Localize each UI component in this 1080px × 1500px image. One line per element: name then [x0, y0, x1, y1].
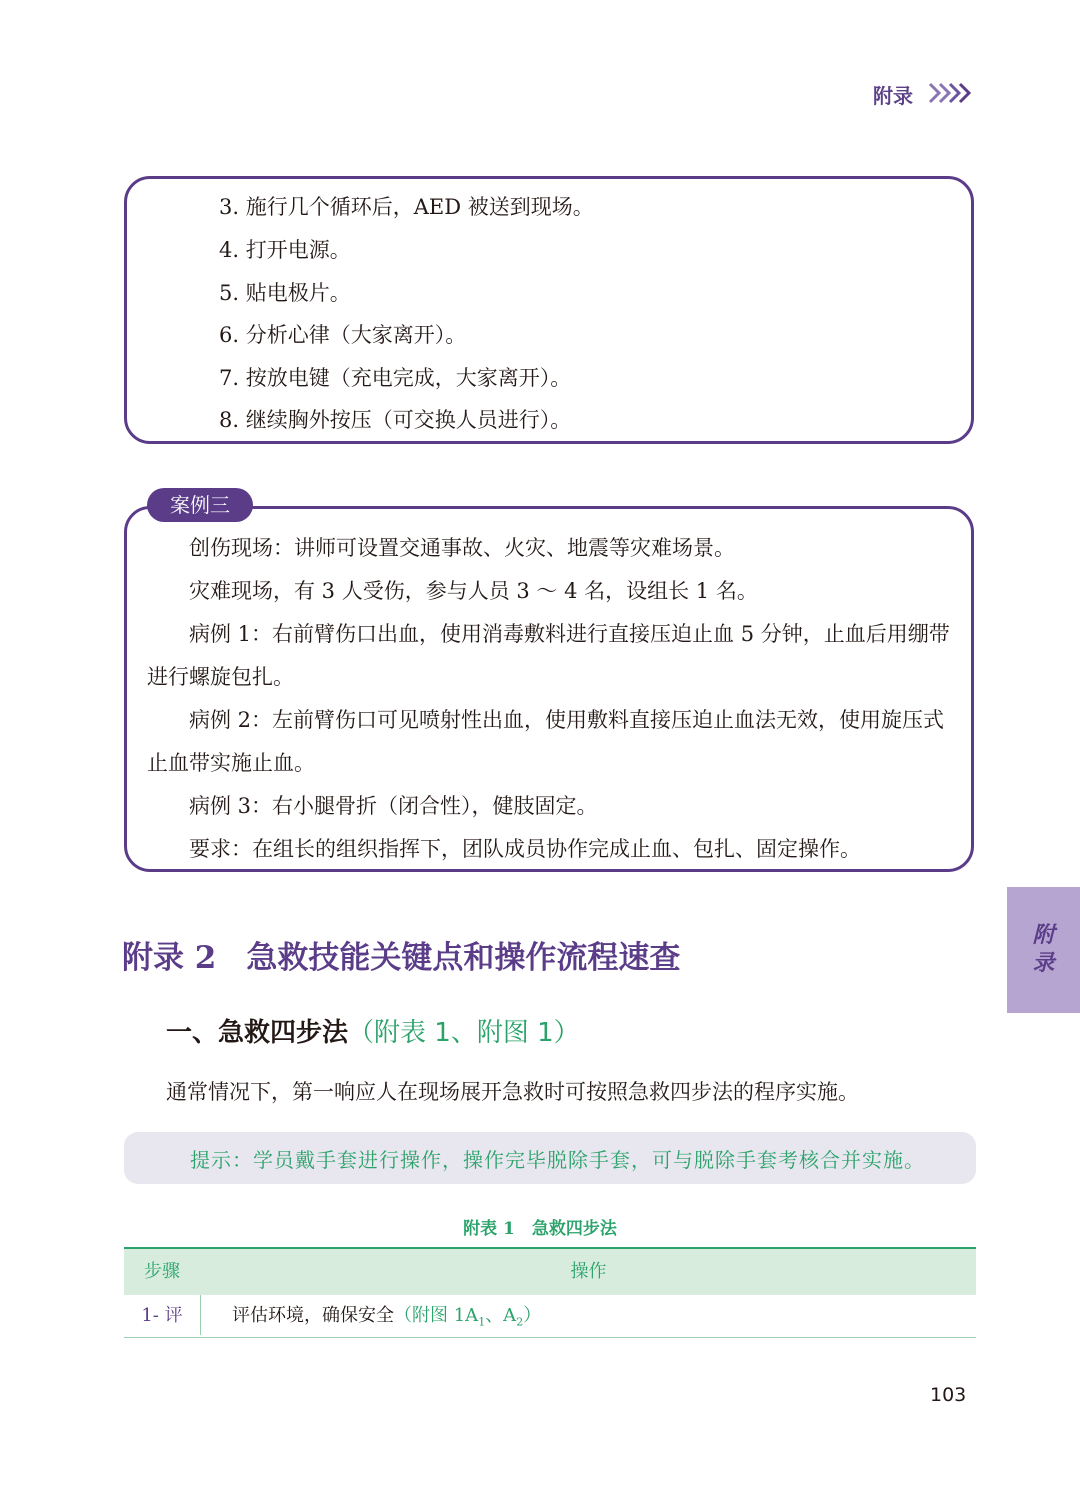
chevrons-right-icon	[928, 82, 978, 104]
running-header-label: 附录	[873, 84, 913, 108]
case-paragraph: 灾难现场，有 3 人受伤，参与人员 3 ～ 4 名，设组长 1 名。	[189, 579, 758, 603]
section-heading	[166, 1012, 580, 1049]
intro-paragraph: 通常情况下，第一响应人在现场展开急救时可按照急救四步法的程序实施。	[166, 1080, 859, 1104]
page-number: 103	[930, 1384, 967, 1406]
aed-steps-box	[124, 176, 974, 444]
appendix-number: 附录 2	[122, 940, 217, 976]
case-paragraph: 病例 2：左前臂伤口可见喷射性出血，使用敷料直接压迫止血法无效，使用旋压式止血带实施止血。	[147, 708, 945, 775]
appendix-heading	[122, 932, 680, 977]
table-caption: 附表 1 急救四步法	[463, 1219, 617, 1239]
section-reference: （附表 1、附图 1）	[348, 1018, 580, 1048]
step-item: 6. 分析心律（大家离开）。	[219, 323, 467, 347]
case-box	[124, 506, 974, 872]
step-item: 3. 施行几个循环后，AED 被送到现场。	[219, 195, 594, 219]
four-steps-table	[124, 1247, 976, 1338]
case-text	[147, 527, 959, 871]
section-title: 一、急救四步法	[166, 1018, 349, 1048]
case-paragraph: 病例 1：右前臂伤口出血，使用消毒敷料进行直接压迫止血 5 分钟，止血后用绷带进行螺旋包扎。	[147, 622, 950, 689]
tip-bar	[124, 1132, 976, 1184]
table-cell-action	[232, 1295, 541, 1344]
case-paragraph: 要求：在组长的组织指挥下，团队成员协作完成止血、包扎、固定操作。	[189, 837, 861, 861]
case-tag: 案例三	[147, 488, 253, 522]
table-cell-step: 1- 评	[141, 1305, 183, 1326]
step-item: 8. 继续胸外按压（可交换人员进行）。	[219, 408, 572, 432]
table-header-step: 步骤	[144, 1261, 180, 1282]
side-tab-char: 录	[1032, 951, 1055, 976]
appendix-side-tab	[1007, 887, 1080, 1013]
step-item: 4. 打开电源。	[219, 238, 351, 262]
table-row	[124, 1295, 976, 1338]
action-text: 评估环境，确保安全	[232, 1305, 394, 1326]
figure-reference: （附图 $1A_1$、$A_2$）	[394, 1305, 542, 1329]
step-item: 7. 按放电键（充电完成，大家离开）。	[219, 366, 572, 390]
side-tab-char: 附	[1032, 923, 1055, 948]
table-header-row	[124, 1247, 976, 1295]
step-item: 5. 贴电极片。	[219, 281, 351, 305]
case-paragraph: 病例 3：右小腿骨折（闭合性），健肢固定。	[189, 794, 598, 818]
appendix-title: 急救技能关键点和操作流程速查	[246, 940, 681, 976]
table-header-action: 操作	[570, 1261, 607, 1282]
case-paragraph: 创伤现场：讲师可设置交通事故、火灾、地震等灾难场景。	[189, 536, 735, 560]
tip-text: 提示：学员戴手套进行操作，操作完毕脱除手套，可与脱除手套考核合并实施。	[190, 1148, 925, 1172]
